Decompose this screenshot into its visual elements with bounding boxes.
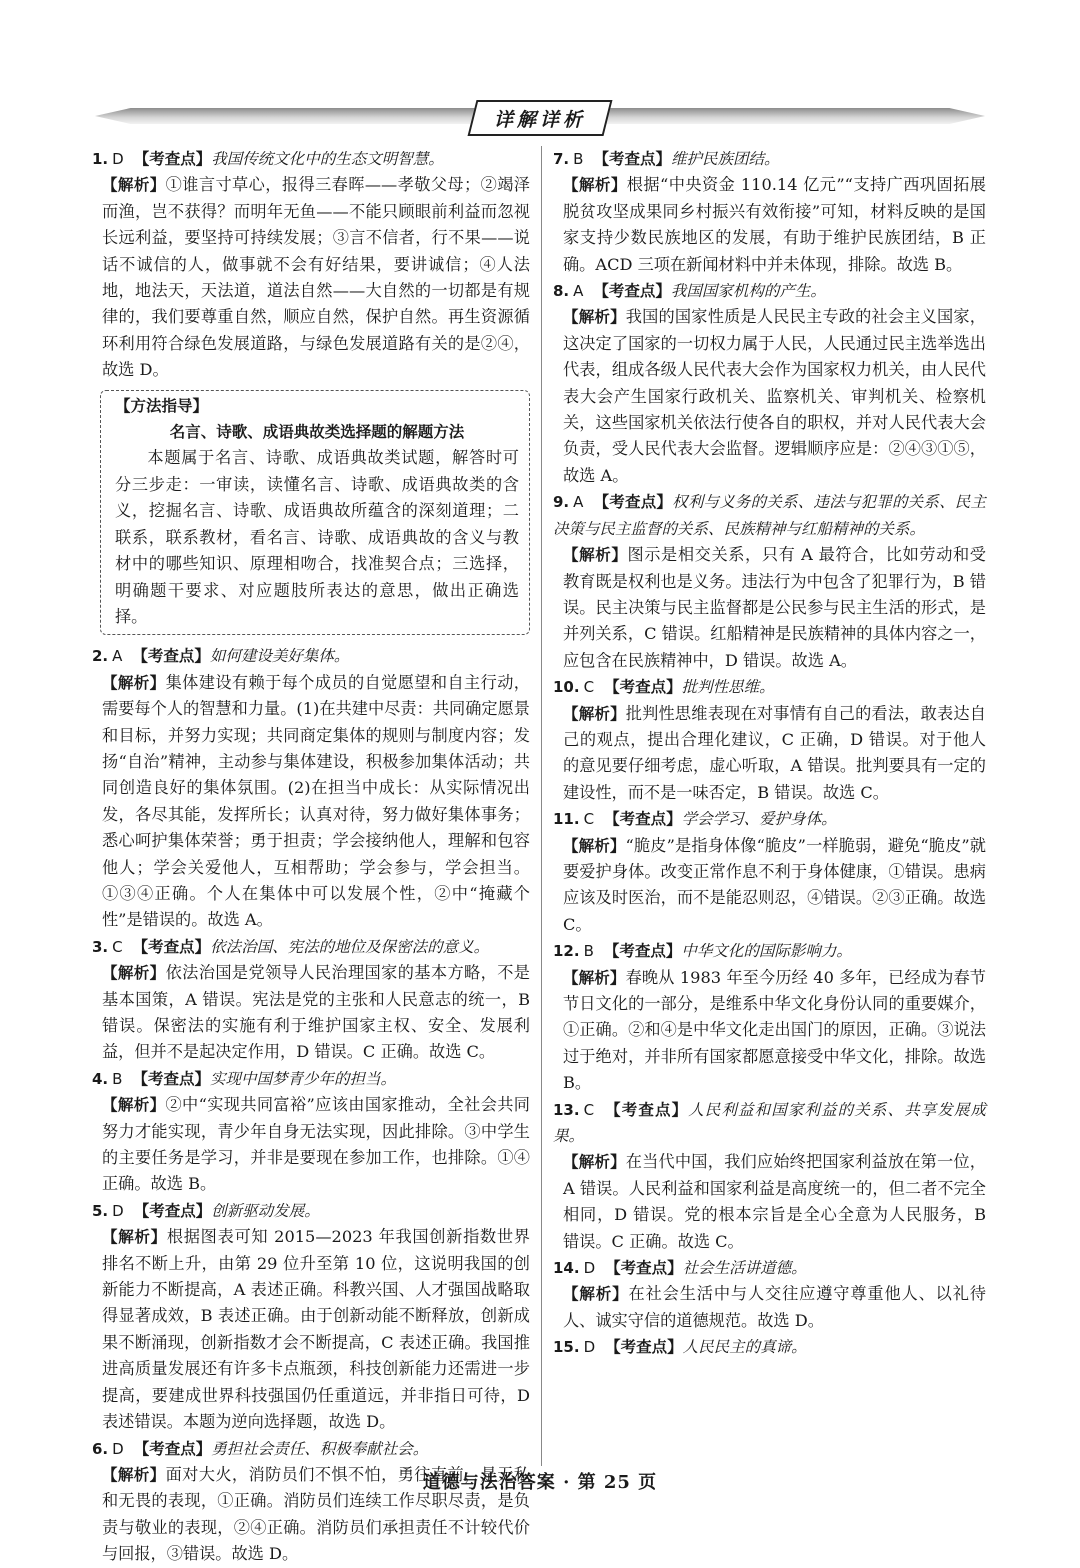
page-footer: 道德与法治答案 · 第 25 页	[422, 1472, 658, 1493]
section-header	[95, 100, 985, 132]
kaochadian-label: 【考查点】	[604, 678, 682, 697]
answer-letter: B	[573, 150, 584, 168]
jiexi-label: 【解析】	[563, 704, 626, 723]
question-number: 9.	[553, 493, 570, 512]
jiexi-label: 【解析】	[563, 176, 627, 195]
method-guide-heading: 【方法指导】	[115, 396, 209, 415]
kaochadian-label: 【考查点】	[132, 1069, 210, 1088]
kaochadian-label: 【考查点】	[603, 942, 682, 961]
knowledge-point: 我国国家机构的产生。	[670, 282, 826, 301]
answer-letter: A	[573, 493, 584, 512]
question-14	[553, 1255, 986, 1334]
knowledge-point: 勇担社会责任、积极奉献社会。	[211, 1439, 429, 1458]
kaochadian-label: 【考查点】	[604, 810, 682, 829]
kaochadian-label: 【考查点】	[593, 282, 671, 301]
analysis-text: ②中“实现共同富裕”应该由国家推动，全社会共同努力才能实现，青少年自身无法实现，因此排除。③中学生的主要任务是学习，并非是要现在参加工作，也排除。①④正确。故选 B。	[102, 1095, 530, 1194]
kaochadian-label: 【考查点】	[132, 647, 210, 666]
jiexi-label: 【解析】	[563, 1285, 629, 1304]
header-badge	[468, 100, 613, 136]
method-guide-box	[100, 390, 530, 636]
analysis-text: 根据“中央资金 110.14 亿元”“支持广西巩固拓展脱贫攻坚成果同乡村振兴有效衔接”可知，材料反映的是国家支持少数民族地区的发展，有助于维护民族团结，B 正确。ACD 三项在新闻材料中并未体现，排除。故选 B。	[563, 175, 986, 274]
question-number: 4.	[92, 1069, 109, 1088]
question-3	[92, 934, 530, 1066]
question-number: 7.	[553, 150, 570, 168]
question-7	[553, 146, 986, 278]
answer-letter: C	[583, 1100, 595, 1119]
jiexi-label: 【解析】	[102, 1228, 167, 1247]
question-11	[553, 806, 986, 938]
jiexi-label: 【解析】	[102, 964, 166, 983]
header-badge-text: 详解详析	[493, 108, 586, 131]
question-6	[92, 1436, 530, 1568]
knowledge-point: 如何建设美好集体。	[209, 647, 350, 666]
knowledge-point: 社会生活讲道德。	[682, 1259, 807, 1278]
method-guide-body: 本题属于名言、诗歌、成语典故类试题，解答时可分三步走：一审读，读懂名言、诗歌、成语典故类的含义，挖掘名言、诗歌、成语典故所蕴含的深刻道理；二联系，联系教材，看名言、诗歌、成语典故的含义与教材中的哪些知识、原理相吻合，找准契合点；三选择，明确题干要求、对应题肢所表达的意思，做出正确选择。	[115, 448, 519, 626]
jiexi-label: 【解析】	[563, 1153, 626, 1172]
answer-letter: D	[583, 1259, 596, 1278]
question-number: 8.	[553, 282, 570, 301]
jiexi-label: 【解析】	[102, 673, 166, 692]
question-number: 1.	[92, 150, 109, 168]
jiexi-label: 【解析】	[102, 1465, 166, 1484]
analysis-text: 根据图表可知 2015—2023 年我国创新指数世界排名不断上升，由第 29 位升至第 10 位，这说明我国的创新能力不断提高，A 表述正确。科教兴国、人才强国战略取得显著成效，B 表述正确。由于创新动能不断释放，创新成果不断涌现，创新指数才会不断提高，C 表述正确。我国推进高质量发展还有许多卡点瓶颈，科技创新能力还需进一步提高，要建成世界科技强国仍任重道远，并非指日可待，D 表述错误。本题为逆向选择题，故选 D。	[102, 1227, 530, 1432]
jiexi-label: 【解析】	[563, 836, 626, 855]
answer-letter: A	[112, 647, 123, 666]
analysis-text: 图示是相交关系，只有 A 最符合，比如劳动和受教育既是权利也是义务。违法行为中包含了犯罪行为，B 错误。民主决策与民主监督都是公民参与民主生活的形式，是并列关系，C 错误。红船精神是民族精神的具体内容之一，应包含在民族精神中，D 错误。故选 A。	[563, 545, 986, 670]
analysis-text: ①谁言寸草心，报得三春晖——孝敬父母；②竭泽而渔，岂不获得？而明年无鱼——不能只顾眼前利益而忽视长远利益，要坚持可持续发展；③言不信者，行不果——说话不诚信的人，做事就不会有好结果，要讲诚信；④人法地，地法天，天法道，道法自然——大自然的一切都是有规律的，我们要尊重自然，顺应自然，保护自然。再生资源循环利用符合绿色发展道路，与绿色发展道路有关的是②④，故选 D。	[102, 175, 530, 380]
kaochadian-label: 【考查点】	[604, 1100, 689, 1119]
answer-letter: C	[583, 810, 595, 829]
knowledge-point: 实现中国梦青少年的担当。	[209, 1069, 396, 1088]
column-divider	[541, 146, 542, 1466]
answer-letter: C	[112, 937, 123, 956]
analysis-text: 集体建设有赖于每个成员的自觉愿望和自主行动，需要每个人的智慧和力量。(1)在共建中尽责：共同确定愿景和目标，并努力实现；共同商定集体的规则与制度内容；发扬“自治”精神，主动参与集体建设，积极参加集体活动；共同创造良好的集体氛围。(2)在担当中成长：从实际情况出发，各尽其能，发挥所长；认真对待，努力做好集体事务；悉心呵护集体荣誉；勇于担责；学会接纳他人，理解和包容他人；学会关爱他人，互相帮助；学会参与，学会担当。①③④正确。个人在集体中可以发展个性，②中“掩藏个性”是错误的。故选 A。	[102, 672, 530, 930]
jiexi-label: 【解析】	[102, 1096, 166, 1115]
kaochadian-label: 【考查点】	[132, 937, 211, 956]
answer-letter: B	[583, 942, 594, 961]
analysis-text: 在当代中国，我们应始终把国家利益放在第一位，A 错误。人民利益和国家利益是高度统一的，但二者不完全相同，D 错误。党的根本宗旨是全心全意为人民服务，B 错误。C 正确。故选 C。	[563, 1152, 986, 1251]
knowledge-point: 人民民主的真谛。	[682, 1338, 807, 1357]
method-guide-title: 名言、诗歌、成语典故类选择题的解题方法	[169, 423, 465, 442]
jiexi-label: 【解析】	[563, 968, 626, 987]
analysis-text: 我国的国家性质是人民民主专政的社会主义国家，这决定了国家的一切权力属于人民，人民通过民主选举选出代表，组成各级人民代表大会作为国家权力机关，由人民代表大会产生国家行政机关、监察机关、审判机关、检察机关，这些国家机关依法行使各自的职权，并对人民代表大会负责，受人民代表大会监督。逻辑顺序应是：②④③①⑤，故选 A。	[563, 307, 986, 485]
question-number: 3.	[92, 937, 109, 956]
kaochadian-label: 【考查点】	[133, 1201, 212, 1220]
analysis-text: 面对大火，消防员们不惧不怕，勇往直前，是无私和无畏的表现，①正确。消防员们连续工作尽职尽责，是负责与敬业的表现，②④正确。消防员们承担责任不计较代价与回报，③错误。故选 D。	[102, 1464, 530, 1564]
kaochadian-label: 【考查点】	[133, 150, 212, 168]
jiexi-label: 【解析】	[102, 176, 166, 195]
question-4	[92, 1066, 530, 1198]
question-number: 12.	[553, 942, 580, 961]
question-13	[553, 1097, 986, 1255]
jiexi-label: 【解析】	[563, 308, 626, 327]
question-number: 13.	[553, 1100, 580, 1119]
kaochadian-label: 【考查点】	[605, 1338, 683, 1357]
knowledge-point: 维护民族团结。	[670, 150, 780, 168]
answer-letter: D	[112, 150, 124, 168]
question-1	[92, 146, 530, 384]
analysis-text: 在社会生活中与人交往应遵守尊重他人、以礼待人、诚实守信的道德规范。故选 D。	[563, 1284, 986, 1330]
answer-letter: B	[112, 1069, 123, 1088]
question-number: 14.	[553, 1259, 580, 1278]
knowledge-point: 依法治国、宪法的地位及保密法的意义。	[210, 937, 490, 956]
question-number: 5.	[92, 1201, 109, 1220]
question-number: 2.	[92, 647, 109, 666]
knowledge-point: 人民利益和国家利益的关系、共享发展成果。	[553, 1100, 986, 1146]
analysis-text: 春晚从 1983 年至今历经 40 多年，已经成为春节节日文化的一部分，是维系中华文化身份认同的重要媒介，①正确。②和④是中华文化走出国门的原因，正确。③说法过于绝对，并非所有国家都愿意接受中华文化，排除。故选 B。	[563, 967, 986, 1093]
knowledge-point: 中华文化的国际影响力。	[681, 942, 852, 961]
question-number: 15.	[553, 1338, 580, 1357]
question-5	[92, 1198, 530, 1436]
question-10	[553, 674, 986, 806]
knowledge-point: 批判性思维。	[681, 678, 775, 697]
question-number: 6.	[92, 1439, 109, 1458]
right-column	[553, 146, 986, 1361]
analysis-text: 依法治国是党领导人民治理国家的基本方略，不是基本国策，A 错误。宪法是党的主张和人民意志的统一，B 错误。保密法的实施有利于维护国家主权、安全、发展利益，但并不是起决定作用，D 错误。C 正确。故选 C。	[102, 963, 530, 1062]
answer-letter: D	[112, 1201, 124, 1220]
knowledge-point: 权利与义务的关系、违法与犯罪的关系、民主决策与民主监督的关系、民族精神与红船精神的关系。	[553, 493, 986, 538]
question-number: 11.	[553, 810, 580, 829]
jiexi-label: 【解析】	[563, 546, 628, 565]
question-2	[92, 643, 530, 933]
knowledge-point: 学会学习、爱护身体。	[681, 810, 837, 829]
question-12	[553, 938, 986, 1096]
question-8	[553, 278, 986, 489]
question-number: 10.	[553, 678, 580, 697]
knowledge-point: 创新驱动发展。	[211, 1201, 320, 1220]
answer-letter: A	[573, 282, 584, 301]
answer-letter: D	[583, 1338, 596, 1357]
analysis-text: 批判性思维表现在对事情有自己的看法，敢表达自己的观点，提出合理化建议，C 正确，D 错误。对于他人的意见要仔细考虑，虚心听取，A 错误。批判要具有一定的建设性，而不是一味否定，B 错误。故选 C。	[563, 703, 986, 802]
left-column	[92, 146, 530, 1568]
kaochadian-label: 【考查点】	[593, 493, 673, 512]
answer-letter: C	[583, 678, 595, 697]
question-15	[553, 1334, 986, 1360]
answer-letter: D	[112, 1439, 124, 1458]
kaochadian-label: 【考查点】	[605, 1259, 683, 1278]
kaochadian-label: 【考查点】	[593, 150, 671, 168]
analysis-text: “脆皮”是指身体像“脆皮”一样脆弱，避免“脆皮”就要爱护身体。改变正常作息不利于身体健康，①错误。患病应该及时医治，而不是能忍则忍，④错误。②③正确。故选 C。	[563, 835, 986, 934]
kaochadian-label: 【考查点】	[133, 1439, 212, 1458]
knowledge-point: 我国传统文化中的生态文明智慧。	[211, 150, 444, 168]
question-9	[553, 489, 986, 674]
